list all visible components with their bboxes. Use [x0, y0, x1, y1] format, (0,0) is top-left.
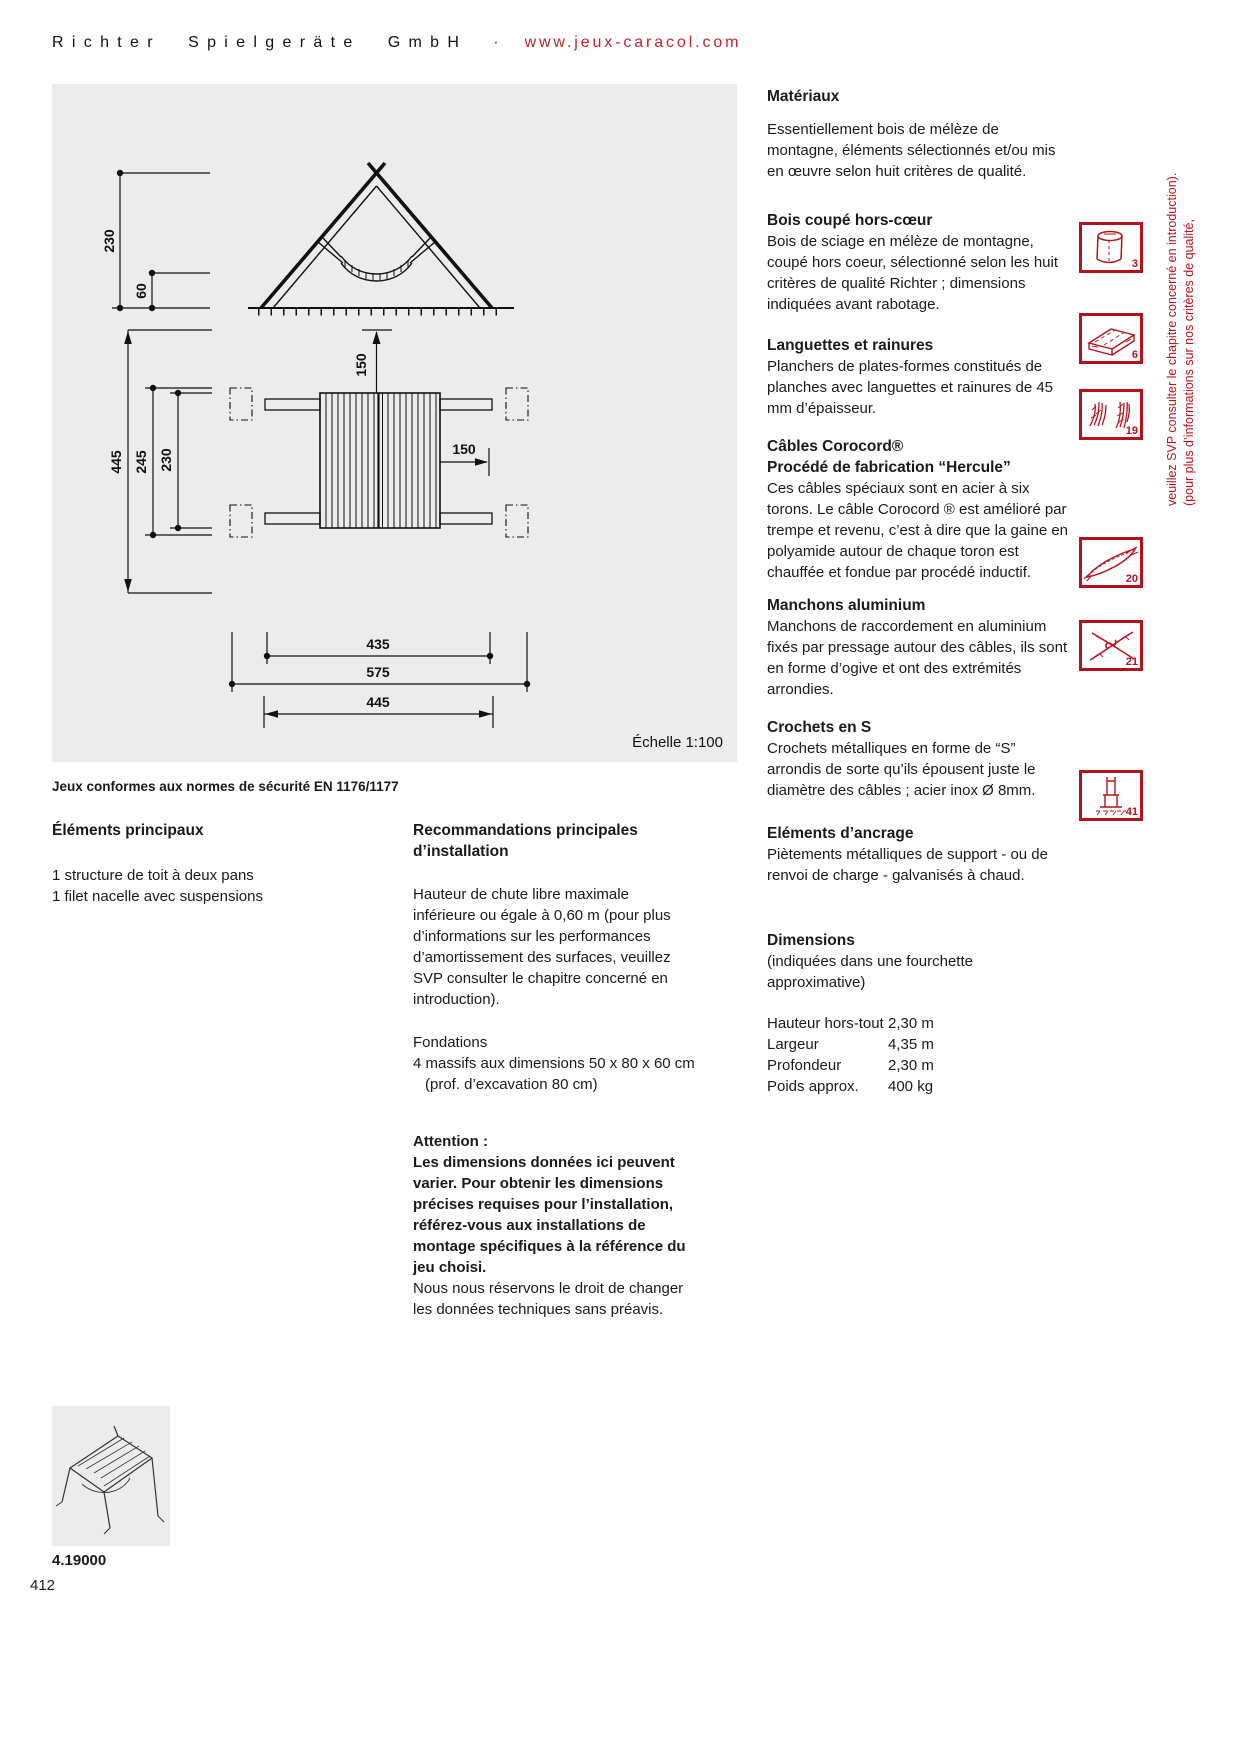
dimensions-table	[767, 1013, 1070, 1097]
product-reference: 4.19000	[52, 1552, 107, 1569]
dim-label: Largeur	[767, 1036, 819, 1053]
dim-value: 400 kg	[888, 1078, 934, 1095]
dim-front-height: 230	[101, 229, 117, 253]
material-icon-box-plank	[1079, 313, 1143, 364]
dim-depth-mid: 245	[133, 450, 149, 474]
main-element-item: 1 filet nacelle avec suspensions	[52, 888, 263, 905]
dimensions-note: (indiquées dans une fourchette approximative)	[767, 953, 973, 991]
dim-offset-top: 150	[353, 353, 369, 377]
dim-value: 2,30 m	[888, 1057, 934, 1074]
foundations-line1: 4 massifs aux dimensions 50 x 80 x 60 cm	[413, 1055, 695, 1072]
section-heading-cables-line2: Procédé de fabrication “Hercule”	[767, 459, 1011, 476]
page-header	[52, 34, 1192, 52]
technical-drawing	[52, 84, 737, 762]
main-elements-column	[52, 820, 382, 907]
material-icon-box-anchor	[1079, 770, 1143, 821]
icon-number: 6	[1131, 349, 1138, 361]
side-note-line1: (pour plus d’informations sur nos critères de qualité,	[1182, 219, 1196, 506]
section-heading-crochets: Crochets en S	[767, 719, 872, 736]
icon-number: 19	[1125, 425, 1138, 437]
materials-column	[767, 86, 1070, 1097]
quality-side-note	[1164, 172, 1206, 506]
front-elevation	[248, 163, 514, 312]
attention-normal-text: Nous nous réservons le droit de changer les données techniques sans préavis.	[413, 1280, 684, 1318]
dimensions-title: Dimensions	[767, 932, 855, 949]
material-icon-box-cables	[1079, 389, 1143, 440]
website-link[interactable]: www.jeux-caracol.com	[524, 34, 742, 51]
dim-depth-inner: 230	[158, 448, 174, 472]
section-body-languettes: Planchers de plates-formes constitués de planches avec languettes et rainures de 45 mm d’épaisseur.	[767, 358, 1054, 417]
side-note-line2: veuillez SVP consulter le chapitre concerné en introduction).	[1165, 172, 1179, 506]
section-body-cables: Ces câbles spéciaux sont en acier à six torons. Le câble Corocord ® est amélioré par trempe et revenu, c’est à dire que la gaine en polyamide autour de chaque toron est chauffée et fondue par procédé inductif.	[767, 480, 1069, 581]
plan-dimension-lines	[124, 330, 529, 728]
material-icon-box-sleeve	[1079, 537, 1143, 588]
section-body-manchons: Manchons de raccordement en aluminium fixés par pressage autour des câbles, ils sont en forme d’ogive et ont des extrémités arrondies.	[767, 618, 1068, 698]
icon-number: 20	[1125, 573, 1138, 585]
section-heading-manchons: Manchons aluminium	[767, 597, 926, 614]
main-elements-title: Éléments principaux	[52, 822, 204, 839]
section-body-crochets: Crochets métalliques en forme de “S” arrondis de sorte qu’ils épousent juste le diamètre des câbles ; acier inox Ø 8mm.	[767, 740, 1036, 799]
technical-drawing-panel	[52, 84, 737, 762]
installation-title-line1: Recommandations principales	[413, 822, 638, 839]
free-fall-paragraph: Hauteur de chute libre maximale inférieure ou égale à 0,60 m (pour plus d’informations sur les performances d’amortissement des surfaces, veuillez SVP consulter le chapitre concerné en introduction).	[413, 886, 671, 1008]
brand-name: Richter Spielgeräte GmbH	[52, 34, 468, 51]
table-row	[767, 1013, 1070, 1034]
dim-width-mid: 445	[366, 694, 390, 710]
section-heading-languettes: Languettes et rainures	[767, 337, 934, 354]
dim-width-overall: 575	[366, 664, 390, 680]
section-body-ancrage: Piètements métalliques de support - ou de renvoi de charge - galvanisés à chaud.	[767, 846, 1048, 884]
dim-value: 2,30 m	[888, 1015, 934, 1032]
main-element-item: 1 structure de toit à deux pans	[52, 867, 254, 884]
header-separator: ·	[493, 34, 499, 51]
attention-bold-text: Les dimensions données ici peuvent varier. Pour obtenir les dimensions précises requises pour l’installation, référez-vous aux installations de montage spécifiques à la référence du jeu choisi.	[413, 1154, 686, 1276]
front-dimension-lines	[112, 170, 210, 310]
icon-number: 3	[1131, 258, 1138, 270]
installation-column	[413, 820, 695, 1320]
scale-label: Échelle 1:100	[632, 734, 723, 751]
compliance-note: Jeux conformes aux normes de sécurité EN 1176/1177	[52, 779, 399, 794]
foundations-title: Fondations	[413, 1034, 488, 1051]
section-body-bois: Bois de sciage en mélèze de montagne, coupé hors coeur, sélectionné selon les huit critères de qualité Richter ; dimensions indiquées avant rabotage.	[767, 233, 1059, 313]
icon-number: 41	[1125, 806, 1138, 818]
material-icon-box-wood	[1079, 222, 1143, 273]
dim-net-height: 60	[133, 283, 149, 299]
table-row	[767, 1055, 1070, 1076]
section-heading-cables: Câbles Corocord®	[767, 438, 904, 455]
dim-width-inner: 435	[366, 636, 390, 652]
section-heading-ancrage: Eléments d’ancrage	[767, 825, 914, 842]
roof-structure-sketch-icon	[52, 1406, 170, 1546]
installation-title-line2: d’installation	[413, 843, 509, 860]
dim-label: Profondeur	[767, 1057, 842, 1074]
material-icon-box-shook	[1079, 620, 1143, 671]
dim-value: 4,35 m	[888, 1036, 934, 1053]
dim-label: Poids approx.	[767, 1078, 859, 1095]
materials-intro: Essentiellement bois de mélèze de montagne, éléments sélectionnés et/ou mis en œuvre selon huit critères de qualité.	[767, 121, 1056, 180]
attention-title: Attention :	[413, 1133, 488, 1150]
materials-title: Matériaux	[767, 88, 840, 105]
foundations-line2: (prof. d’excavation 80 cm)	[425, 1076, 598, 1093]
dim-label: Hauteur hors-tout	[767, 1015, 884, 1032]
table-row	[767, 1076, 1070, 1097]
page-number: 412	[30, 1577, 56, 1594]
section-heading-bois: Bois coupé hors-cœur	[767, 212, 933, 229]
icon-number: 21	[1125, 656, 1138, 668]
dim-offset-right: 150	[452, 441, 476, 457]
product-thumbnail	[52, 1406, 170, 1546]
table-row	[767, 1034, 1070, 1055]
dim-depth-overall: 445	[108, 450, 124, 474]
